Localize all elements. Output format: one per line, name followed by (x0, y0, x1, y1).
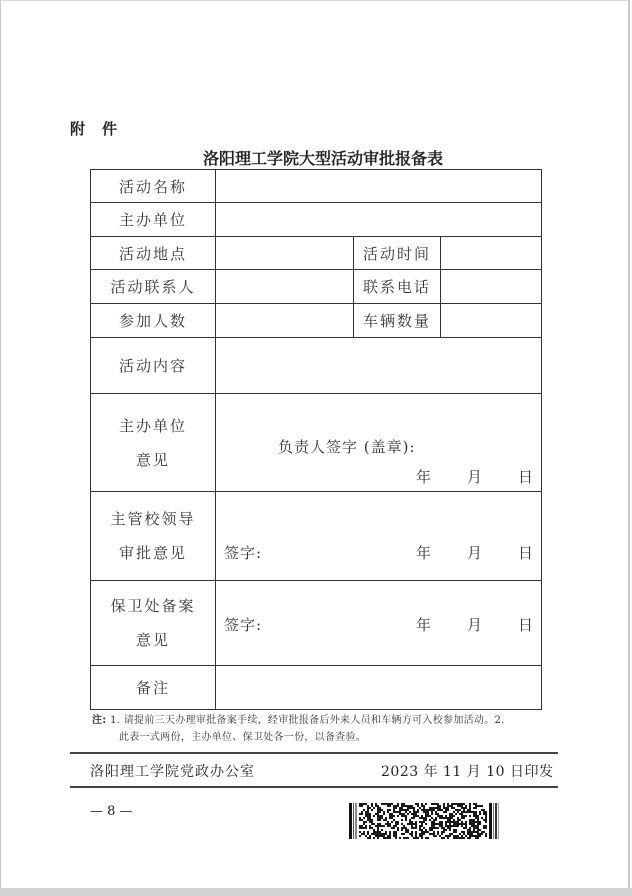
label-activity-name: 活动名称 (91, 170, 216, 203)
label-line: 保卫处备案 (110, 597, 196, 615)
table-row (91, 270, 542, 304)
label-location: 活动地点 (91, 237, 216, 270)
issue-date: 2023 年 11 月 10 日印发 (381, 764, 554, 780)
attachment-label: 附 件 (70, 120, 119, 138)
label-contact-person: 活动联系人 (91, 270, 216, 304)
lead-signature-label: 负责人签字 (盖章): (278, 438, 416, 456)
label-vehicles: 车辆数量 (354, 304, 441, 338)
issuing-office: 洛阳理工学院党政办公室 (90, 764, 255, 780)
label-organizer-opinion (91, 394, 216, 492)
leader-approval-field[interactable] (216, 492, 542, 581)
table-row (91, 237, 542, 270)
approval-form-table (90, 169, 542, 710)
year-label: 年 (416, 468, 434, 486)
month-label: 月 (467, 544, 485, 562)
table-row (91, 492, 542, 581)
label-time: 活动时间 (354, 237, 441, 270)
participants-field[interactable] (216, 304, 354, 338)
remarks-field[interactable] (216, 666, 542, 710)
form-title: 洛阳理工学院大型活动审批报备表 (203, 149, 444, 168)
table-row (91, 338, 542, 394)
table-row (91, 170, 542, 203)
barcode-icon (349, 803, 501, 839)
label-participants: 参加人数 (91, 304, 216, 338)
table-row (91, 581, 542, 666)
vehicles-field[interactable] (441, 304, 542, 338)
activity-name-field[interactable] (216, 170, 542, 203)
label-line: 意见 (135, 450, 170, 469)
viewer-background (0, 888, 632, 896)
label-line: 主管校领导 (110, 510, 196, 528)
form-note (92, 712, 562, 746)
contact-person-field[interactable] (216, 270, 354, 304)
label-security-record (91, 581, 216, 666)
label-content: 活动内容 (91, 338, 216, 394)
month-label: 月 (467, 468, 485, 486)
organizer-opinion-field[interactable] (216, 394, 542, 492)
note-line-2: 此表一式两份，主办单位、保卫处各一份，以备查验。 (119, 732, 367, 743)
footer-top-rule (70, 752, 558, 754)
year-label: 年 (416, 544, 434, 562)
page-number: — 8 — (90, 804, 133, 819)
phone-field[interactable] (441, 270, 542, 304)
content-field[interactable] (216, 338, 542, 394)
location-field[interactable] (216, 237, 354, 270)
table-row (91, 304, 542, 338)
year-label: 年 (416, 616, 434, 634)
label-organizer: 主办单位 (91, 203, 216, 237)
time-field[interactable] (441, 237, 542, 270)
label-phone: 联系电话 (354, 270, 441, 304)
note-line-1: 1. 请提前三天办理审批备案手续，经审批报备后外来人员和车辆方可入校参加活动。2. (110, 715, 505, 726)
organizer-field[interactable] (216, 203, 542, 237)
month-label: 月 (467, 616, 485, 634)
security-record-field[interactable] (216, 581, 542, 666)
label-line: 主办单位 (118, 416, 187, 435)
table-row (91, 666, 542, 710)
table-row (91, 394, 542, 492)
day-label: 日 (518, 544, 536, 562)
label-leader-approval (91, 492, 216, 581)
label-line: 审批意见 (118, 544, 187, 562)
footer-bottom-rule (70, 786, 558, 788)
signature-label: 签字: (224, 544, 263, 562)
note-heading: 注: (92, 715, 107, 726)
label-remarks: 备注 (91, 666, 216, 710)
signature-label: 签字: (224, 616, 263, 634)
label-line: 意见 (135, 631, 170, 649)
table-row (91, 203, 542, 237)
day-label: 日 (518, 616, 536, 634)
day-label: 日 (518, 468, 536, 486)
